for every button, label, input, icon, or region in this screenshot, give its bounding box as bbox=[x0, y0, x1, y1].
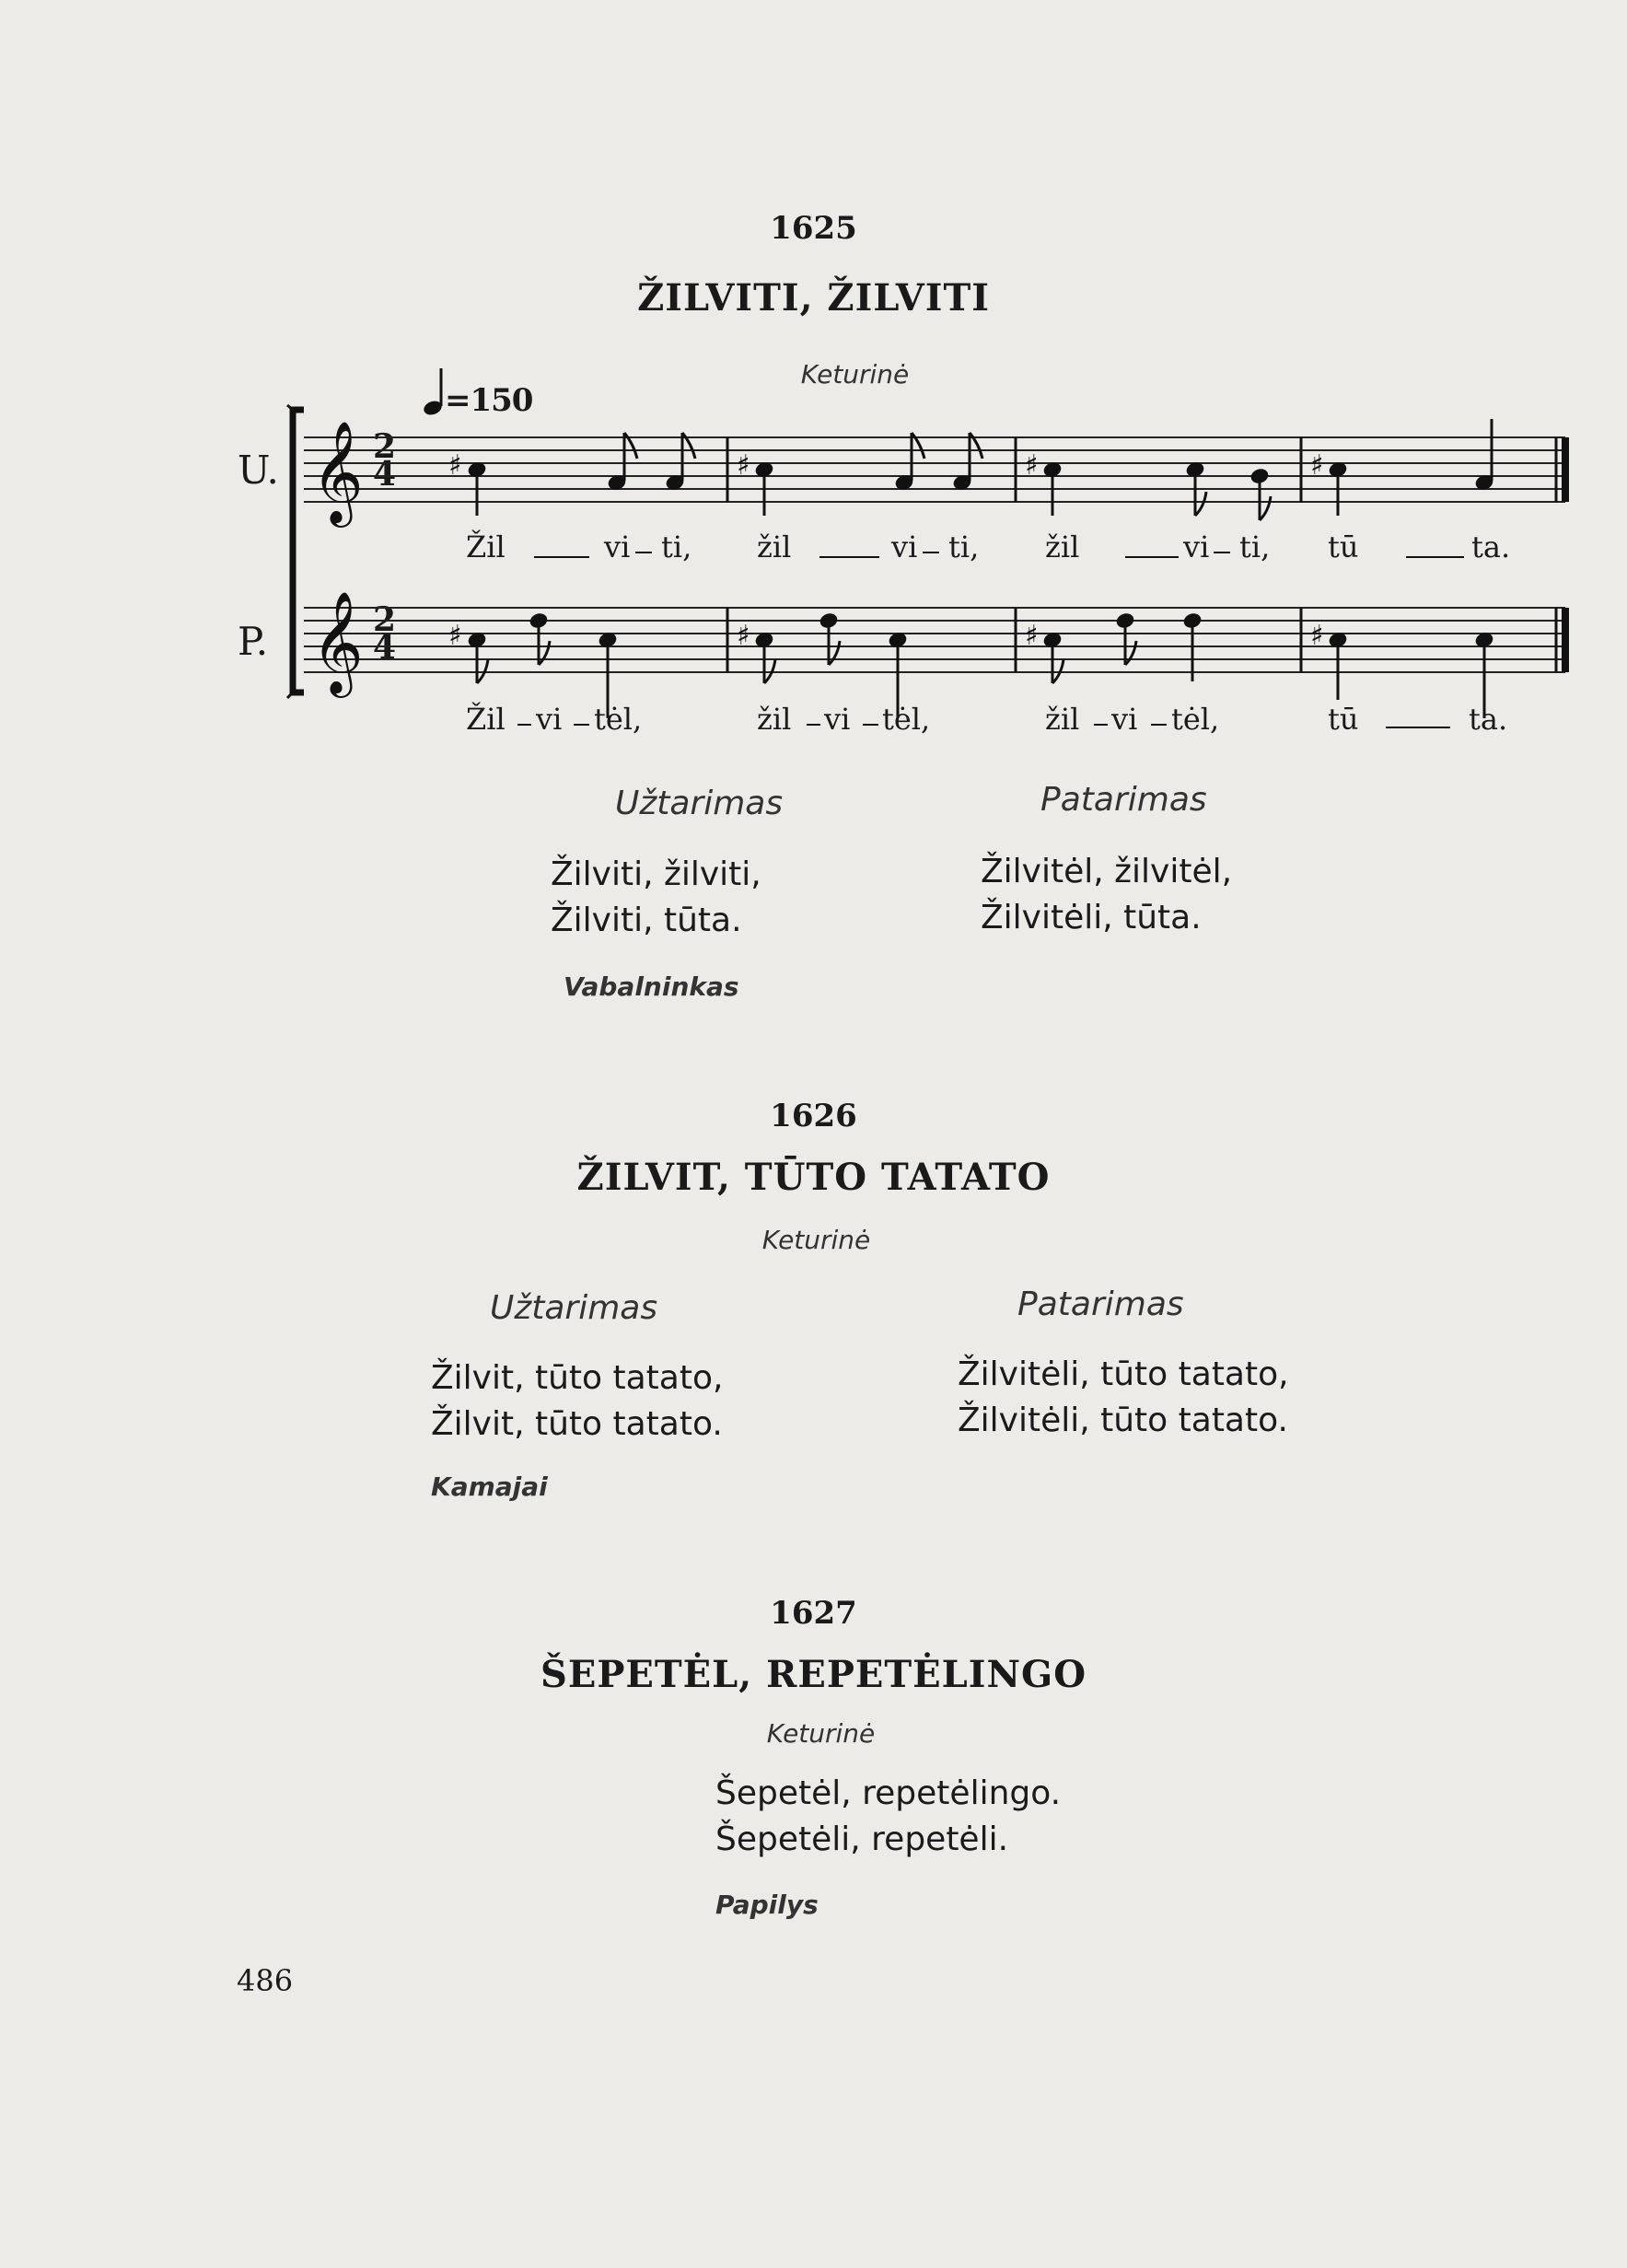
verse-line: Žilvitėli, tūta. bbox=[981, 899, 1202, 936]
svg-text:♯: ♯ bbox=[448, 620, 462, 652]
section-heading: Patarimas bbox=[1040, 781, 1207, 819]
lyric-syllable: vi bbox=[891, 529, 918, 564]
time-signature-denominator: 4 bbox=[373, 628, 397, 667]
svg-text:♯: ♯ bbox=[1025, 449, 1039, 482]
verse-line: Šepetėl, repetėlingo. bbox=[715, 1774, 1062, 1812]
verse-block bbox=[958, 1352, 1289, 1444]
lyric-syllable: ti, bbox=[948, 529, 980, 564]
svg-text:♯: ♯ bbox=[1310, 620, 1324, 652]
svg-text:♯: ♯ bbox=[1310, 449, 1324, 482]
svg-text:♯: ♯ bbox=[737, 620, 750, 652]
lyric-syllable: vi bbox=[536, 702, 563, 737]
lyric-syllable: tū bbox=[1328, 702, 1359, 737]
verse-line: Žilvit, tūto tatato, bbox=[431, 1359, 724, 1397]
verse-line: Žilvitėl, žilvitėl, bbox=[981, 853, 1233, 890]
song-number: 1627 bbox=[770, 1595, 857, 1632]
lyric-syllable: vi bbox=[824, 702, 851, 737]
svg-text:♯: ♯ bbox=[1025, 620, 1039, 652]
lyric-syllable: vi bbox=[604, 529, 631, 564]
time-signature-numerator: 2 bbox=[373, 600, 397, 639]
lyric-syllable: tėl, bbox=[882, 702, 931, 737]
song-title: ŠEPETĖL, REPETĖLINGO bbox=[540, 1653, 1087, 1696]
verse-line: Žilvit, tūto tatato. bbox=[431, 1405, 723, 1443]
song-title: ŽILVIT, TŪTO TATATO bbox=[576, 1156, 1051, 1199]
verse-line: Žilviti, žilviti, bbox=[551, 855, 761, 893]
svg-text:♯: ♯ bbox=[448, 449, 462, 482]
verse-line: Šepetėli, repetėli. bbox=[715, 1820, 1009, 1858]
voice-label-upper: U. bbox=[238, 448, 279, 493]
place-name: Vabalninkas bbox=[564, 971, 739, 1002]
song-number: 1625 bbox=[770, 210, 857, 247]
svg-text:♯: ♯ bbox=[737, 449, 750, 482]
song-genre: Keturinė bbox=[766, 1718, 876, 1749]
lyric-syllable: vi bbox=[1111, 702, 1138, 737]
lyric-syllable: žil bbox=[757, 529, 792, 564]
lyric-syllable: žil bbox=[757, 702, 792, 737]
verse-line: Žilvitėli, tūto tatato. bbox=[958, 1402, 1288, 1439]
lyric-syllable: tėl, bbox=[1171, 702, 1220, 737]
place-name: Papilys bbox=[715, 1890, 819, 1920]
tempo-value: =150 bbox=[445, 382, 533, 419]
verse-block bbox=[431, 1355, 723, 1448]
song-number: 1626 bbox=[770, 1098, 857, 1134]
section-heading: Užtarimas bbox=[490, 1289, 658, 1327]
song-genre: Keturinė bbox=[800, 359, 910, 390]
treble-clef-icon: 𝄞 bbox=[311, 590, 364, 693]
lyric-syllable: vi bbox=[1183, 529, 1210, 564]
section-heading: Užtarimas bbox=[615, 785, 784, 822]
time-signature-numerator: 2 bbox=[373, 427, 397, 466]
treble-clef-icon: 𝄞 bbox=[311, 420, 364, 523]
lyric-syllable: tėl, bbox=[594, 702, 643, 737]
verse-line: Žilviti, tūta. bbox=[551, 901, 742, 939]
time-signature-denominator: 4 bbox=[373, 455, 397, 494]
verse-block bbox=[551, 852, 761, 944]
verse-block bbox=[715, 1771, 1061, 1863]
page-number: 486 bbox=[237, 1963, 294, 1998]
lyric-syllable: ti, bbox=[1239, 529, 1271, 564]
section-heading: Patarimas bbox=[1017, 1285, 1184, 1323]
lyric-syllable: Žil bbox=[466, 529, 506, 564]
place-name: Kamajai bbox=[431, 1471, 548, 1502]
song-title: ŽILVITI, ŽILVITI bbox=[637, 276, 990, 320]
lyric-syllable: žil bbox=[1045, 702, 1080, 737]
verse-line: Žilvitėli, tūto tatato, bbox=[958, 1355, 1289, 1393]
lyric-syllable: ti, bbox=[661, 529, 692, 564]
lyric-syllable: žil bbox=[1045, 529, 1080, 564]
lyric-syllable: Žil bbox=[466, 702, 506, 737]
verse-block bbox=[981, 849, 1232, 941]
lyric-syllable: tū bbox=[1328, 529, 1359, 564]
lyric-hyphens bbox=[0, 0, 1627, 737]
lyric-syllable: ta. bbox=[1471, 529, 1511, 564]
song-genre: Keturinė bbox=[761, 1225, 871, 1255]
voice-label-lower: P. bbox=[238, 619, 269, 664]
lyric-syllable: ta. bbox=[1469, 702, 1508, 737]
